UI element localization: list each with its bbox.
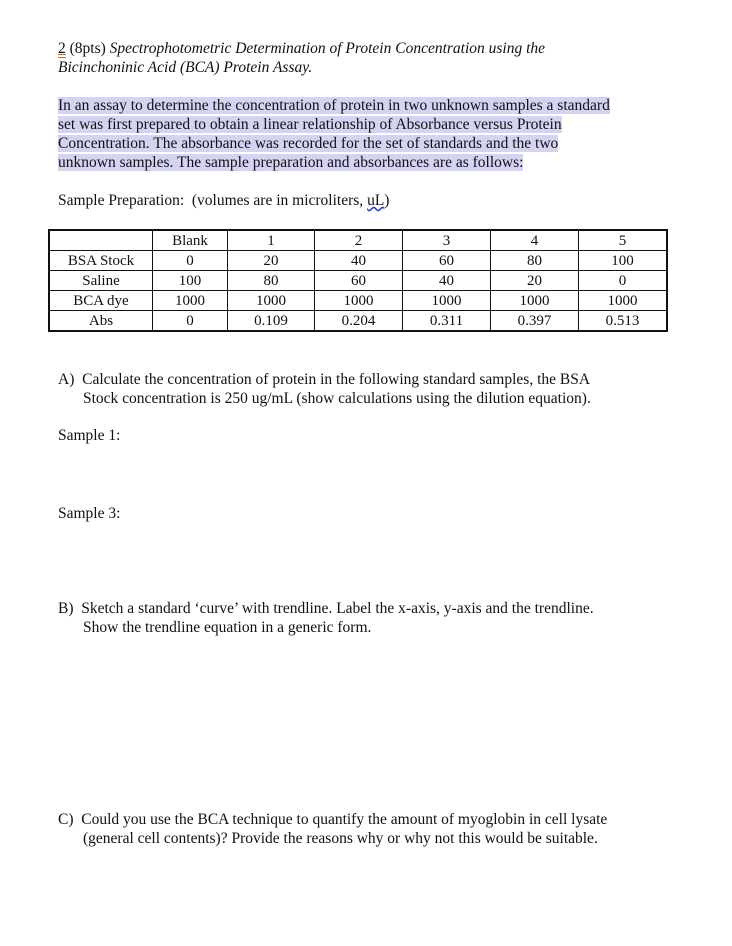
question-title xyxy=(58,39,545,77)
table-cell: Blank xyxy=(153,230,228,251)
table-row xyxy=(49,291,667,311)
part-a-label: A) xyxy=(58,371,75,388)
table-cell: BSA Stock xyxy=(49,251,153,271)
part-c-label: C) xyxy=(58,811,74,828)
prep-close: ) xyxy=(384,192,390,209)
table-cell: 40 xyxy=(403,271,491,291)
table-cell: 100 xyxy=(579,251,668,271)
table-cell: 60 xyxy=(315,271,403,291)
sample-preparation-label xyxy=(58,191,389,210)
table-cell: 80 xyxy=(491,251,579,271)
part-c-line: (general cell contents)? Provide the reasons why or why not this would be suitable. xyxy=(83,830,598,847)
table-row xyxy=(49,271,667,291)
table-cell: 0.513 xyxy=(579,311,668,332)
table-cell: 0.109 xyxy=(228,311,315,332)
part-b-label: B) xyxy=(58,600,74,617)
part-c-line: Could you use the BCA technique to quantify the amount of myoglobin in cell lysate xyxy=(81,811,608,828)
table-cell: 80 xyxy=(228,271,315,291)
intro-line: set was first prepared to obtain a linear relationship of Absorbance versus Protein xyxy=(58,116,562,133)
part-b xyxy=(58,599,594,637)
table-cell: 0.204 xyxy=(315,311,403,332)
sample-prep-table xyxy=(48,229,668,332)
table-cell: 1000 xyxy=(403,291,491,311)
title-line-1: Spectrophotometric Determination of Protein Concentration using the xyxy=(109,40,546,57)
intro-line: unknown samples. The sample preparation and absorbances are as follows: xyxy=(58,154,524,171)
table-row xyxy=(49,251,667,271)
table-cell xyxy=(49,230,153,251)
table-cell: 1000 xyxy=(228,291,315,311)
table-cell: 0.311 xyxy=(403,311,491,332)
table-cell: 0 xyxy=(153,311,228,332)
table-cell: 2 xyxy=(315,230,403,251)
table-cell: 0.397 xyxy=(491,311,579,332)
table-row xyxy=(49,311,667,332)
table-cell: 1000 xyxy=(491,291,579,311)
table-cell: BCA dye xyxy=(49,291,153,311)
table-cell: 40 xyxy=(315,251,403,271)
table-cell: 0 xyxy=(579,271,668,291)
table-cell: 5 xyxy=(579,230,668,251)
table-cell: 60 xyxy=(403,251,491,271)
table-cell: 0 xyxy=(153,251,228,271)
sample-1-label: Sample 1: xyxy=(58,427,121,444)
part-b-line: Show the trendline equation in a generic form. xyxy=(83,619,372,636)
intro-line: In an assay to determine the concentration of protein in two unknown samples a standard xyxy=(58,97,610,114)
prep-text: Sample Preparation: (volumes are in microliters, xyxy=(58,192,368,209)
question-points: (8pts) xyxy=(69,40,106,57)
question-number: 2 xyxy=(58,40,66,57)
table-cell: 20 xyxy=(491,271,579,291)
title-line-2: Bicinchoninic Acid (BCA) Protein Assay. xyxy=(58,59,313,76)
part-a-line: Stock concentration is 250 ug/mL (show calculations using the dilution equation). xyxy=(83,390,591,407)
part-c xyxy=(58,810,607,848)
part-a xyxy=(58,370,591,408)
table-header-row xyxy=(49,230,667,251)
table-cell: 4 xyxy=(491,230,579,251)
table-cell: 1000 xyxy=(315,291,403,311)
intro-paragraph xyxy=(58,96,610,172)
part-a-line: Calculate the concentration of protein in the following standard samples, the BSA xyxy=(82,371,591,388)
table-cell: 1 xyxy=(228,230,315,251)
table-cell: 1000 xyxy=(579,291,668,311)
part-b-line: Sketch a standard ‘curve’ with trendline. Label the x-axis, y-axis and the trendline. xyxy=(81,600,594,617)
intro-line: Concentration. The absorbance was recorded for the set of standards and the two xyxy=(58,135,559,152)
table-cell: Abs xyxy=(49,311,153,332)
table-cell: 100 xyxy=(153,271,228,291)
sample-3-label: Sample 3: xyxy=(58,505,121,522)
table-cell: 20 xyxy=(228,251,315,271)
table-cell: 3 xyxy=(403,230,491,251)
prep-unit: uL xyxy=(367,192,385,209)
table-cell: Saline xyxy=(49,271,153,291)
table-cell: 1000 xyxy=(153,291,228,311)
